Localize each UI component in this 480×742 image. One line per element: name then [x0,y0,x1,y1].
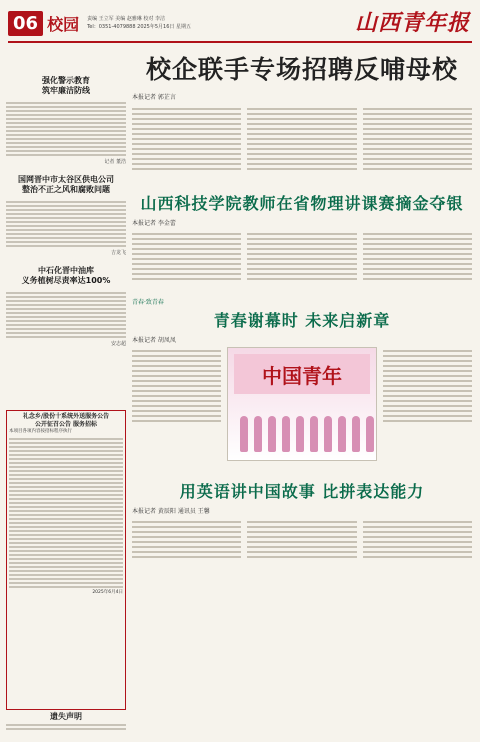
headline-1: 校企联手专场招聘反哺母校 [145,55,458,84]
byline-1: 本报记者 郭芷言 [132,94,176,101]
section-title: 校园 [47,14,80,34]
header-divider [8,41,472,43]
notice-title-2: 公开征召公告 服务招标 [34,421,98,428]
correction-box [6,712,126,738]
notice-body [9,438,123,588]
notice-small-text: 本项目各项内容按招标程序执行 [9,429,72,434]
headline-4: 用英语讲中国故事 比拼表达能力 [179,482,425,501]
headline-3: 青春谢幕时 未来启新章 [213,311,391,330]
graduation-photo [227,347,377,461]
sidebar-item-3-title-1: 中石化晋中油库 [38,266,94,275]
sidebar-item-2-body [6,201,126,247]
page-header [8,6,191,40]
article-3-layout [132,347,472,461]
sidebar-item-1-signature: 记者 董浩 [104,159,126,165]
headline-2: 山西科技学院教师在省物理讲课赛摘金夺银 [140,194,464,213]
photo-stage-banner: 中国青年 [234,354,370,394]
byline-4: 本报记者 黄辰阳 通讯员 王馨 [132,508,210,515]
sidebar-item-3 [6,266,126,347]
header-meta [87,15,191,31]
sidebar-item-1-title-2: 筑牢廉洁防线 [42,86,90,95]
correction-title: 遗失声明 [50,712,82,721]
sidebar-item-3-body [6,292,126,338]
sidebar-item-1 [6,44,126,165]
main-content [132,44,472,561]
notice-title-1: 礼念乡/股份十系统外送服务公告 [22,413,110,420]
byline-3: 本报记者 胡凤凤 [132,337,176,344]
notice-date: 2025年6月4日 [92,590,123,595]
sidebar-item-1-title-1: 强化警示教育 [42,76,90,85]
youth-banner-text: 青春·致青春 [132,299,164,306]
header-meta-line1: 责编 王立军 美编 赵雅琳 校对 李洁 [87,16,166,22]
sidebar-item-2-signature: 吉龙飞 [110,250,126,256]
article-1-columns [132,105,472,173]
sidebar-item-2-title-1: 国网晋中市太谷区供电公司 [18,175,114,184]
article-3-col-2 [383,347,472,425]
byline-2: 本报记者 李金蕾 [132,220,176,227]
notice-box [6,410,126,710]
sidebar-item-1-body [6,102,126,156]
article-3-col-1 [132,347,221,425]
article-4-columns [132,518,472,561]
sidebar-item-2 [6,175,126,256]
page-number: 06 [8,11,43,36]
article-2-columns [132,230,472,283]
sidebar-item-2-title-2: 整治不正之风和腐败问题 [22,185,110,194]
sidebar-item-3-signature: 安志超 [110,341,126,347]
sidebar-item-3-title-2: 义务植树尽责率达100% [21,276,111,285]
youth-banner [132,297,472,306]
header-meta-line2: Tel：0351-4079888 2025年5月16日 星期五 [87,24,191,30]
brand-logo: 山西青年报 [354,10,470,36]
